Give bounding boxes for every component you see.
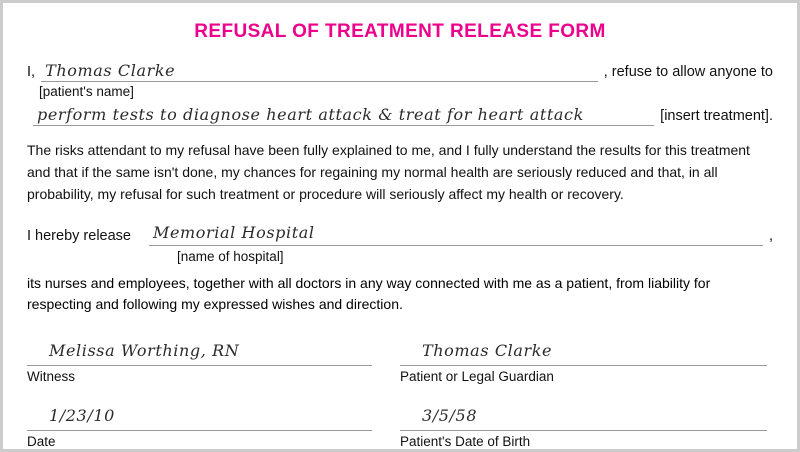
date-value[interactable]: 1/23/10 <box>49 405 115 425</box>
patient-name-value: Thomas Clarke <box>45 61 176 80</box>
hospital-caption: [name of hospital] <box>177 249 284 265</box>
hospital-comma: , <box>768 227 773 244</box>
witness-signature-value[interactable]: Melissa Worthing, RN <box>49 340 240 360</box>
dob-value[interactable]: 3/5/58 <box>422 405 478 425</box>
patient-name-field[interactable] <box>41 61 598 82</box>
patient-name-row <box>27 61 773 82</box>
hospital-field[interactable] <box>149 223 763 246</box>
treatment-field[interactable] <box>33 105 654 126</box>
treatment-caption: [insert treatment]. <box>660 107 773 124</box>
treatment-value: perform tests to diagnose heart attack & treat for heart attack <box>37 105 584 125</box>
dob-caption: Patient's Date of Birth <box>400 433 531 449</box>
date-block <box>27 406 400 449</box>
signature-row-dates <box>27 406 773 449</box>
witness-block <box>27 341 400 384</box>
patient-signature-caption: Patient or Legal Guardian <box>400 368 554 384</box>
release-paragraph: its nurses and employees, together with all doctors in any way connected with me as a patient, from liability for respecting and following my expressed wishes and direction. <box>27 274 711 312</box>
page-title: REFUSAL OF TREATMENT RELEASE FORM <box>194 21 606 42</box>
date-caption: Date <box>27 433 56 449</box>
intro-suffix-label: , refuse to allow anyone to <box>603 63 773 80</box>
release-prefix-label: I hereby release <box>27 227 131 244</box>
signature-row-primary <box>27 341 773 384</box>
treatment-row <box>27 105 773 126</box>
dob-block <box>400 406 773 449</box>
hospital-value: Memorial Hospital <box>152 223 315 243</box>
patient-signature-value[interactable]: Thomas Clarke <box>422 340 553 360</box>
witness-caption: Witness <box>27 368 76 384</box>
risk-paragraph: The risks attendant to my refusal have been fully explained to me, and I fully understand the results for this treatment and that if the same isn't done, my chances for regaining my normal health are seriously reduced and that, in all probability, my refusal for such treatment or procedure will seriously affect my health or recovery. <box>27 142 750 202</box>
patient-signature-block <box>400 341 773 384</box>
hospital-row <box>27 223 773 246</box>
intro-prefix-label: I, <box>27 63 36 80</box>
patient-name-caption: [patient's name] <box>39 84 134 99</box>
